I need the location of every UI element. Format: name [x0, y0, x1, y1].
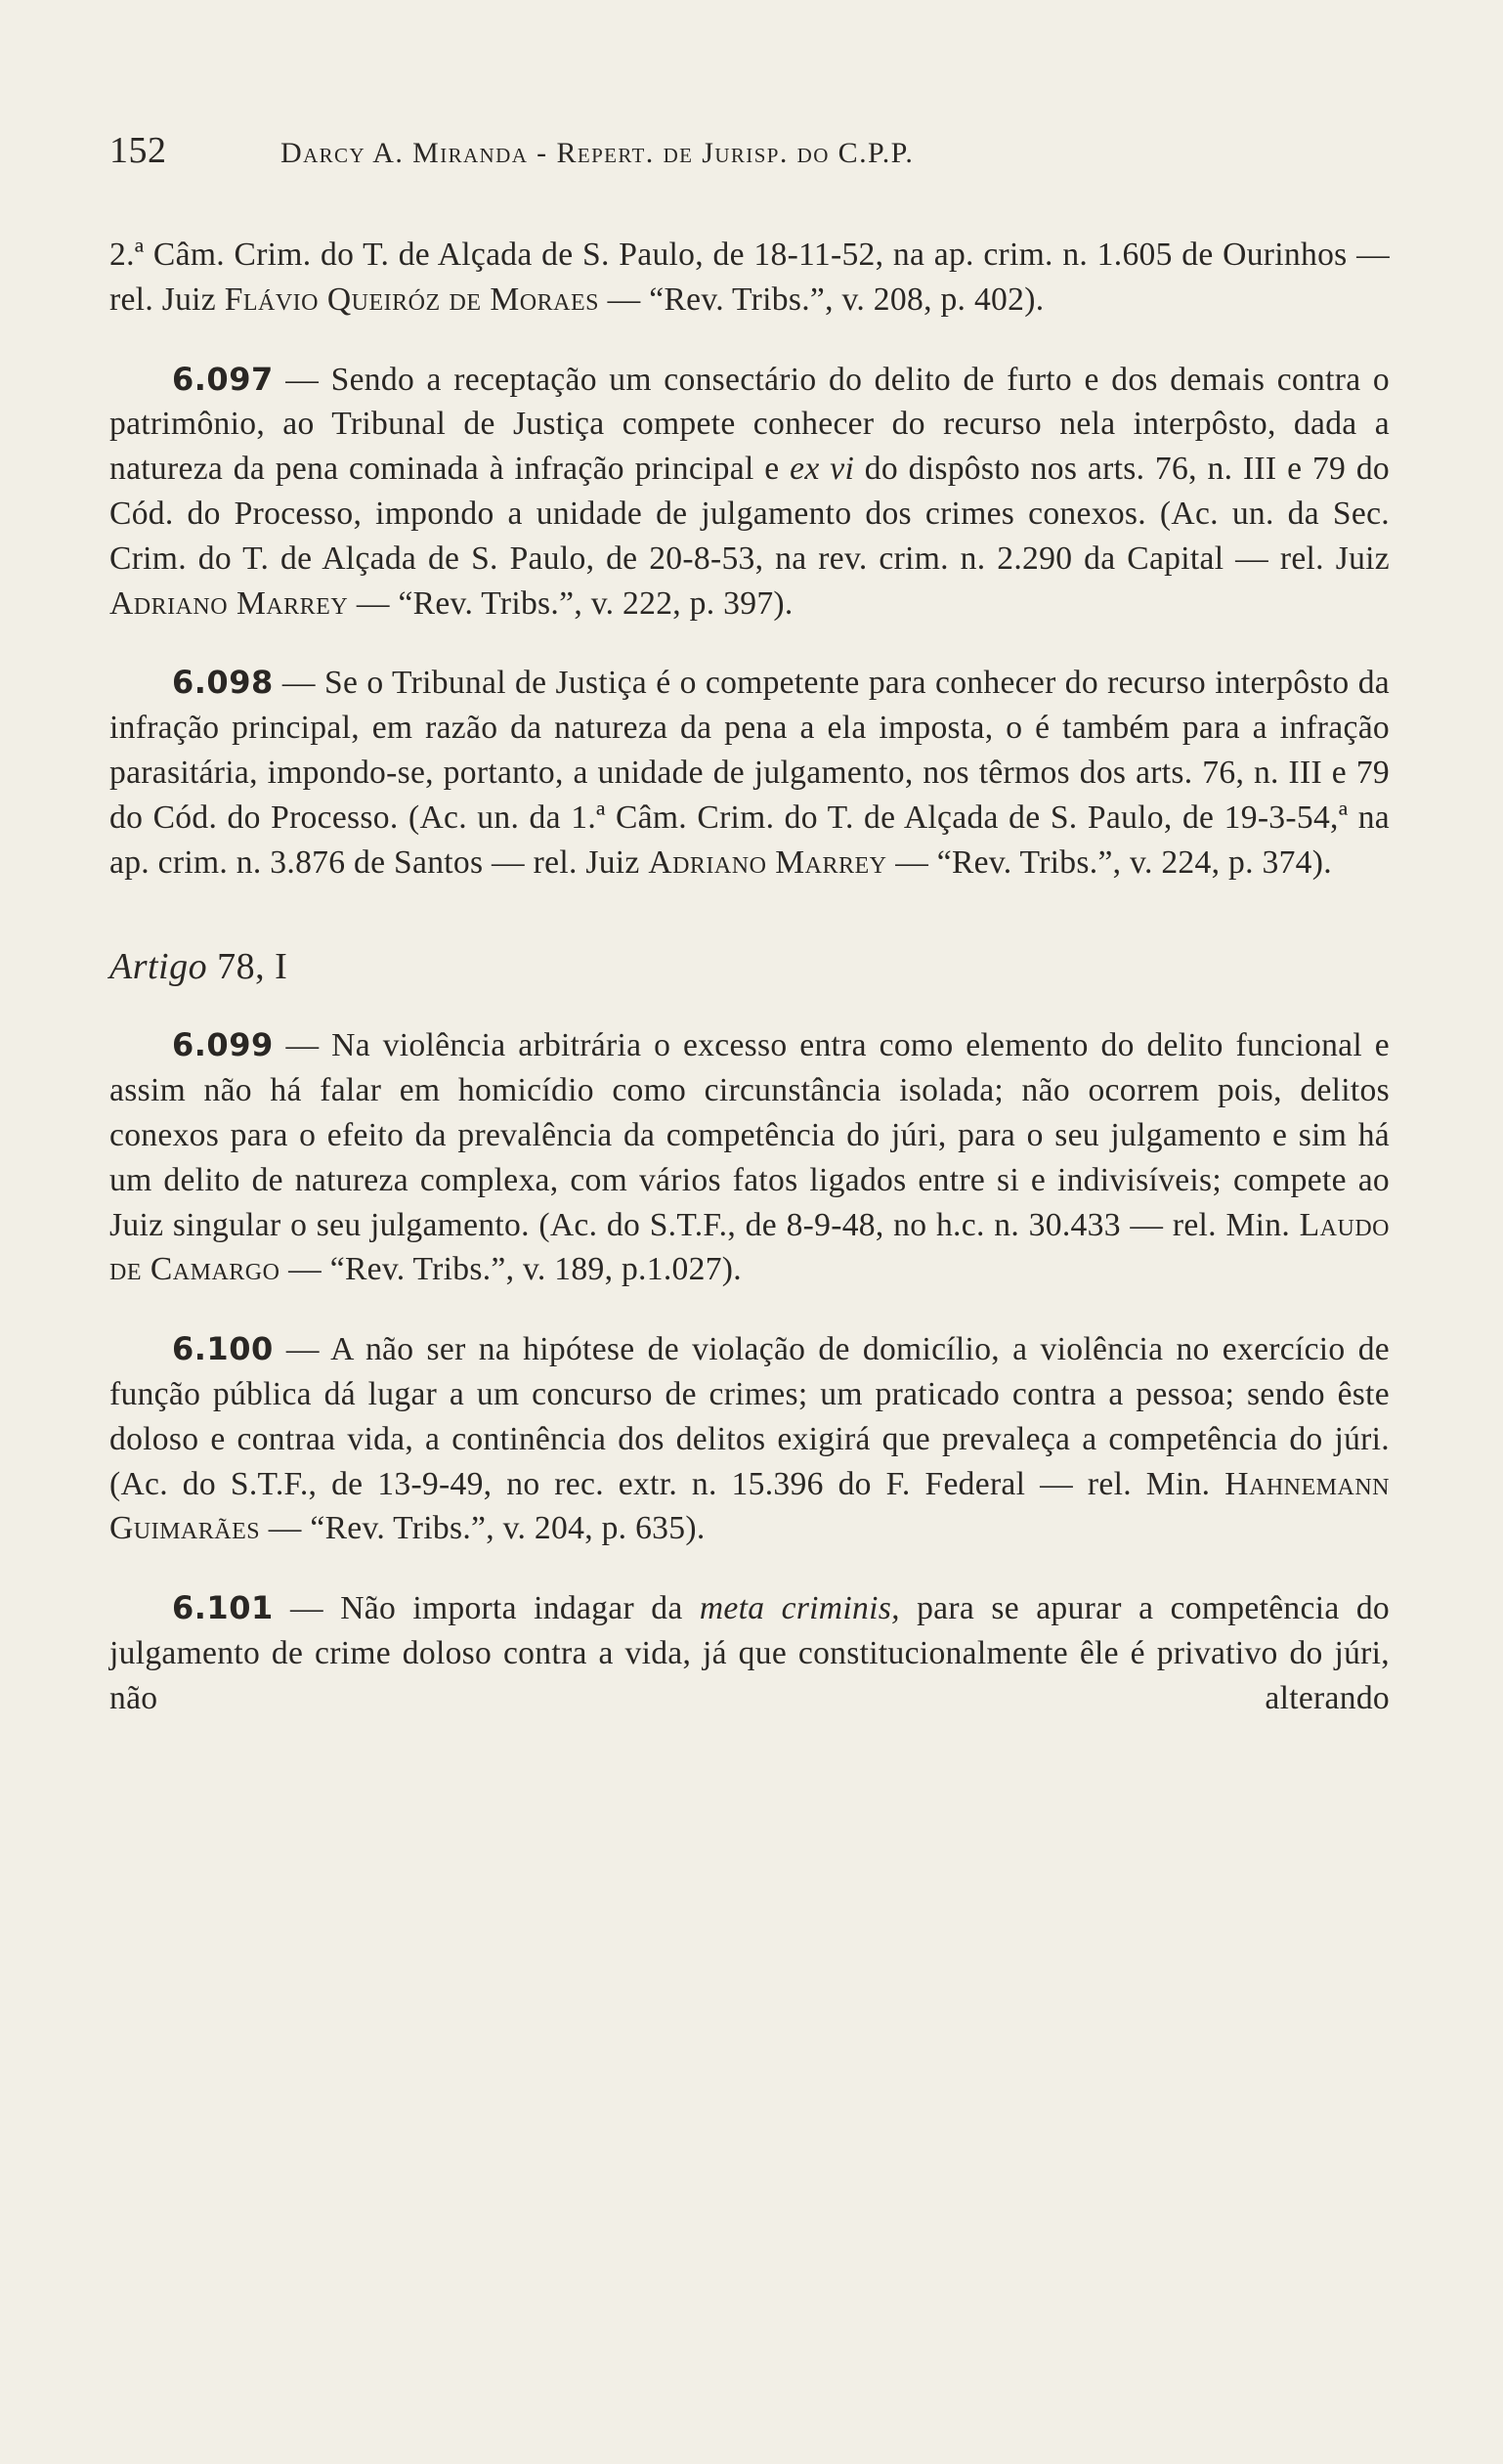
judge-name: Hahnemann Guimarães — [109, 1465, 1390, 1547]
entry-number: 6.100 — [172, 1330, 274, 1368]
entry-number: 6.097 — [172, 360, 274, 398]
intro-paragraph — [109, 233, 1390, 323]
entry-text: — Na violência arbitrária o excesso entra como elemento do delito funcional e assim não há falar em homicídio como circunstância isolada; não ocorrem pois, delitos conexos para o efeito da prevalência da competência do júri, para o seu julgamento e sim há um delito de natureza complexa, com vários fatos ligados entre si e indivisíveis; compete ao Juiz singular o seu julgamento. (Ac. do S.T.F., de 8-9-48, no h.c. n. 30.433 — rel. Min. — [109, 1027, 1390, 1243]
entry-tail: — “Rev. Tribs.”, v. 189, p.1.027). — [279, 1251, 742, 1288]
document-page — [109, 129, 1390, 1721]
section-number: 78, I — [217, 946, 288, 988]
entry-6100 — [109, 1327, 1390, 1551]
judge-name: Laudo de Camargo — [109, 1206, 1390, 1288]
section-label: Artigo — [109, 946, 208, 988]
entry-text: — Se o Tribunal de Justiça é o competente para conhecer do recurso interpôsto da infração principal, em razão da natureza da pena a ela imposta, o é também para a infração parasitária, impondo-se, portanto, a unidade de julgamento, nos têrmos dos arts. 76, n. III e 79 do Cód. do Processo. (Ac. un. da 1.ª Câm. Crim. do T. de Alçada de S. Paulo, de 19-3-54,ª na ap. crim. n. 3.876 de Santos — rel. Juiz — [109, 665, 1390, 881]
intro-text: 2.ª Câm. Crim. do T. de Alçada de S. Paulo, de 18-11-52, na ap. crim. n. 1.605 de Ourinhos — rel. Juiz — [109, 237, 1390, 318]
entry-text: — A não ser na hipótese de violação de domicílio, a violência no exercício de função pública dá lugar a um concurso de crimes; um praticado contra a pessoa; sendo êste doloso e contraa vida, a continência dos delitos exigirá que prevaleça a competência do júri. (Ac. do S.T.F., de 13-9-49, no rec. extr. n. 15.396 do F. Federal — rel. Min. — [109, 1331, 1390, 1502]
entry-number: 6.098 — [172, 664, 274, 702]
judge-name: Flávio Queiróz de Moraes — [224, 281, 599, 318]
running-title: Darcy A. Miranda - Repert. de Jurisp. do C.P.P. — [280, 137, 915, 169]
entry-6101 — [109, 1586, 1390, 1720]
page-number: 152 — [109, 130, 167, 171]
section-heading — [109, 945, 1390, 988]
entry-6098 — [109, 661, 1390, 885]
entry-text: — Não importa indagar da — [273, 1590, 700, 1627]
entry-6099 — [109, 1023, 1390, 1292]
entry-tail: — “Rev. Tribs.”, v. 204, p. 635). — [260, 1510, 706, 1547]
entry-emphasis: meta criminis, — [699, 1590, 900, 1627]
entry-tail: — “Rev. Tribs.”, v. 222, p. 397). — [348, 584, 794, 622]
judge-name: Adriano Marrey — [109, 584, 349, 622]
entry-text-continued: do dispôsto nos arts. 76, n. III e 79 do Cód. do Processo, impondo a unidade de julgamento dos crimes conexos. (Ac. un. da Sec. Crim. do T. de Alçada de S. Paulo, de 20-8-53, na rev. crim. n. 2.290 da Capital — rel. Juiz — [109, 451, 1390, 577]
intro-tail: — “Rev. Tribs.”, v. 208, p. 402). — [598, 281, 1045, 318]
entry-tail: — “Rev. Tribs.”, v. 224, p. 374). — [886, 843, 1332, 881]
entry-text: — Sendo a receptação um consectário do delito de furto e dos demais contra o patrimônio, ao Tribunal de Justiça compete conhecer do recurso nela interpôsto, dada a natureza da pena cominada à infração principal e — [109, 361, 1390, 488]
entry-number: 6.099 — [172, 1026, 274, 1064]
entry-text-continued: para se apurar a competência do julgamento de crime doloso contra a vida, já que constitucionalmente êle é privativo do júri, não alterando — [109, 1590, 1391, 1716]
entry-number: 6.101 — [172, 1589, 274, 1627]
entry-6097 — [109, 358, 1390, 627]
judge-name: Adriano Marrey — [648, 843, 887, 881]
page-header — [109, 129, 1390, 172]
entry-emphasis: ex vi — [790, 451, 855, 488]
